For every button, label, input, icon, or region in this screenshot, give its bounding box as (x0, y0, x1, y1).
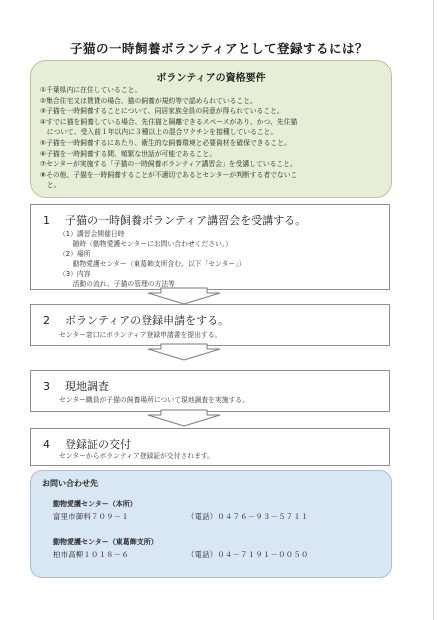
step-2-line: センター窓口にボランティア登録申請書を提出する。 (59, 331, 222, 339)
page-title: 子猫の一時飼養ボランティアとして登録するには？ (69, 41, 368, 56)
requirement-item: ②集合住宅又は賃貸の場合、猫の飼養が規約等で認められていること。 (40, 96, 257, 105)
step-1-line: （1）講習会開催日時 (59, 230, 125, 238)
step-4-heading (43, 436, 131, 452)
step-1-heading (43, 212, 306, 228)
office-name: 動物愛護センター（東葛飾支所） (53, 538, 158, 546)
step-title: 子猫の一時飼養ボランティア講習会を受講する。 (65, 214, 307, 227)
requirement-item: ⑥子猫を一時飼養する間、頻繁な世話が可能であること。 (40, 149, 217, 158)
step-3-heading (43, 378, 109, 394)
requirement-item: ⑦センターが実施する「子猫の一時飼養ボランティア講習会」を受講していること。 (40, 160, 297, 169)
requirement-item: ④すでに猫を飼養している場合、先住猫と隔離できるスペースがあり、かつ、先住猫 (40, 117, 298, 126)
requirement-item: ①千葉県内に在住していること。 (40, 86, 142, 94)
step-1-line: 活動の流れ、子猫の管理の方法等 (59, 280, 175, 288)
step-number: 1 (43, 214, 50, 227)
requirement-item: ⑤子猫を一時飼養するにあたり、衛生的な飼養環境と必要資材を確保できること。 (40, 138, 291, 147)
step-title: 登録証の交付 (65, 438, 131, 451)
down-arrow-icon (147, 343, 221, 361)
office-address: 柏市高柳１０１８－６ (53, 550, 129, 559)
step-1-line: （2）場所 (59, 250, 91, 258)
requirements-heading: ボランティアの資格要件 (156, 73, 266, 84)
step-2-heading (43, 312, 229, 328)
step-number: 4 (43, 438, 50, 451)
requirements-list (40, 85, 385, 191)
step-title: ボランティアの登録申請をする。 (65, 314, 230, 327)
office-address: 富里市御料７０９－１ (53, 512, 129, 521)
step-4-box (30, 428, 390, 466)
office-phone: （電話）０４７６－９３－５７１１ (187, 512, 309, 521)
page-edge-line (433, 0, 434, 620)
down-arrow-icon (147, 409, 221, 427)
contact-heading: お問い合わせ先 (42, 479, 98, 488)
step-1-line: 動物愛護センター（東葛飾支所含む。以下「センター」） (59, 260, 246, 268)
office-name: 動物愛護センター（本所） (53, 500, 137, 508)
contact-box (30, 470, 392, 578)
step-3-line: センター職員が子猫の飼養場所について現地調査を実施する。 (59, 396, 249, 404)
step-number: 2 (43, 314, 50, 327)
office-phone: （電話）０４－７１９１－００５０ (187, 550, 309, 559)
step-1-line: 随時（動物愛護センターにお問い合わせください。） (59, 240, 233, 248)
requirement-item: について、受入前１年以内に３種以上の混合ワクチンを接種していること。 (40, 128, 278, 137)
requirement-item: ⑧その他、子猫を一時飼養することが不適切であるとセンターが判断する者でないこ (40, 170, 298, 179)
down-arrow-icon (147, 287, 221, 305)
step-1-line: （3）内容 (59, 270, 91, 278)
requirement-item: と。 (40, 181, 61, 190)
step-title: 現地調査 (65, 380, 109, 393)
step-3-box (30, 370, 390, 412)
step-4-line: センターからボランティア登録証が交付されます。 (59, 452, 214, 460)
step-2-box (30, 304, 390, 346)
requirements-box (30, 60, 392, 198)
step-number: 3 (43, 380, 50, 393)
requirement-item: ③子猫を一時飼養することについて、同居家族全員の同意が得られていること。 (40, 107, 284, 116)
step-1-box (30, 204, 390, 290)
